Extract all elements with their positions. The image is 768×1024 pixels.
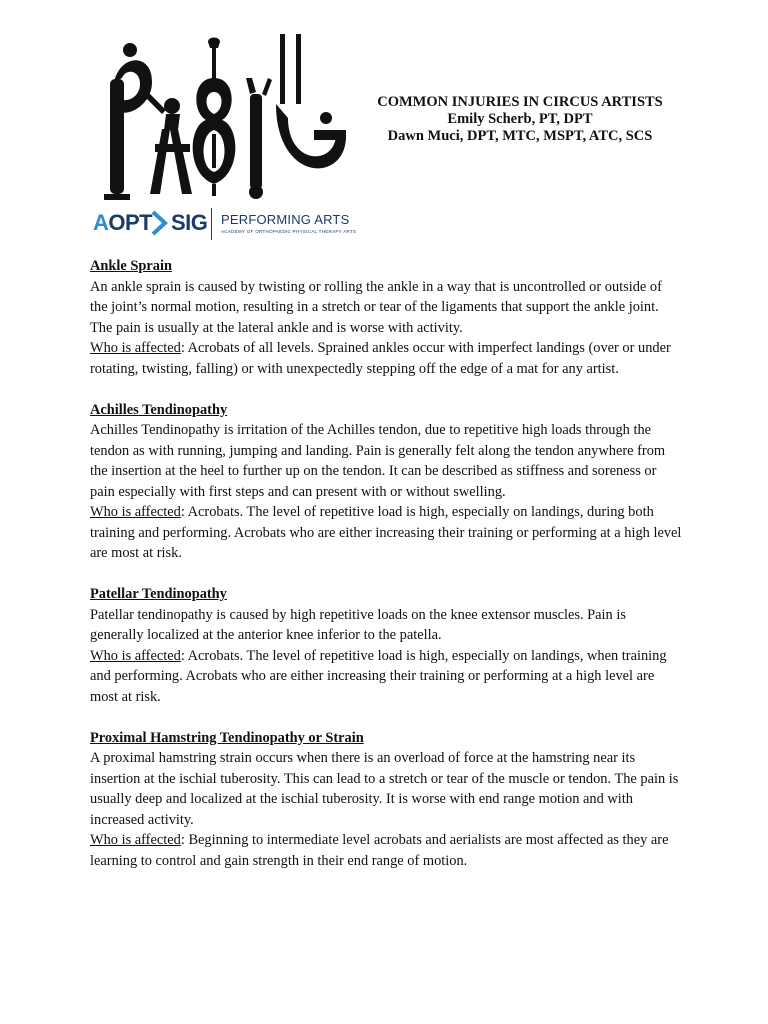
author-2: Dawn Muci, DPT, MTC, MSPT, ATC, SCS [387,128,653,144]
section-description: Patellar tendinopathy is caused by high repetitive loads on the knee extensor muscles. Pain is generally localized at the anterior knee inferior to the patella. [90,606,626,643]
who-affected-text: : Acrobats. The level of repetitive load is high, especially on landings, during both training and performing. Acrobats who are either increasing their training or performing at a high level are most at risk. [90,504,682,561]
chevron-right-icon [151,210,169,236]
document-header [360,94,680,145]
who-affected-text: : Acrobats of all levels. Sprained ankles occur with imperfect landings (over or under rotating, twisting, falling) or with unexpectedly stepping off the edge of a mat for any artist. [90,340,671,377]
who-affected-paragraph [90,646,682,708]
who-affected-paragraph [90,338,682,379]
section-description: A proximal hamstring strain occurs when there is an overload of force at the hamstring near its insertion at the ischial tuberosity. This can lead to a stretch or tear of the muscle or tendon. The pain is usually deep and localized at the ischial tuberosity. It is worse with end range motion and with increased activity. [90,750,679,828]
who-affected-paragraph [90,830,682,871]
logo-divider [211,208,212,240]
section-achilles-tendinopathy [90,400,682,564]
performing-arts-label: PERFORMING ARTS [221,212,350,227]
section-patellar-tendinopathy [90,584,682,707]
who-affected-text: : Acrobats. The level of repetitive load is high, especially on landings, when training and performing. Acrobats who are either increasing their training or performing at a high level are most at risk. [90,647,667,705]
who-affected-paragraph [90,502,682,564]
who-affected-label: Who is affected [90,340,181,356]
section-proximal-hamstring [90,728,682,872]
who-affected-label: Who is affected [90,832,181,848]
who-affected-label: Who is affected [90,647,181,664]
author-1: Emily Scherb, PT, DPT [447,111,593,127]
section-title: Patellar Tendinopathy [90,586,227,602]
section-title: Ankle Sprain [90,258,172,274]
section-ankle-sprain [90,256,682,379]
academy-label: ACADEMY OF ORTHOPAEDIC PHYSICAL THERAPY ARTS [221,229,357,234]
section-title: Proximal Hamstring Tendinopathy or Strain [90,729,364,746]
sig-wordmark: SIG [171,210,208,235]
aopt-letters: OPT [108,210,153,235]
document-body [90,256,682,892]
who-affected-text: : Beginning to intermediate level acrobats and aerialists are most affected as they are learning to control and gain strength in their end range of motion. [90,832,669,869]
pasig-silhouette-logo [100,34,350,204]
aopt-wordmark [93,210,152,236]
section-title: Achilles Tendinopathy [90,401,228,418]
section-description: An ankle sprain is caused by twisting or rolling the ankle in a way that is uncontrolled or outside of the joint’s normal motion, resulting in a stretch or tear of the ligaments that support the ankle joint. The pain is usually at the lateral ankle and is worse with activity. [90,278,662,336]
section-description: Achilles Tendinopathy is irritation of the Achilles tendon, due to repetitive high loads through the tendon as with running, jumping and landing. Pain is generally felt along the tendon anywhere from the insertion at the heel to further up on the tendon. It can be described as stiffness and soreness or pain especially with first steps and can present with or without swelling. [90,422,666,500]
aopt-letter-a: A [93,210,109,235]
who-affected-label: Who is affected [90,504,181,520]
aopt-sig-logo [93,204,357,246]
document-title: COMMON INJURIES IN CIRCUS ARTISTS [377,94,663,110]
